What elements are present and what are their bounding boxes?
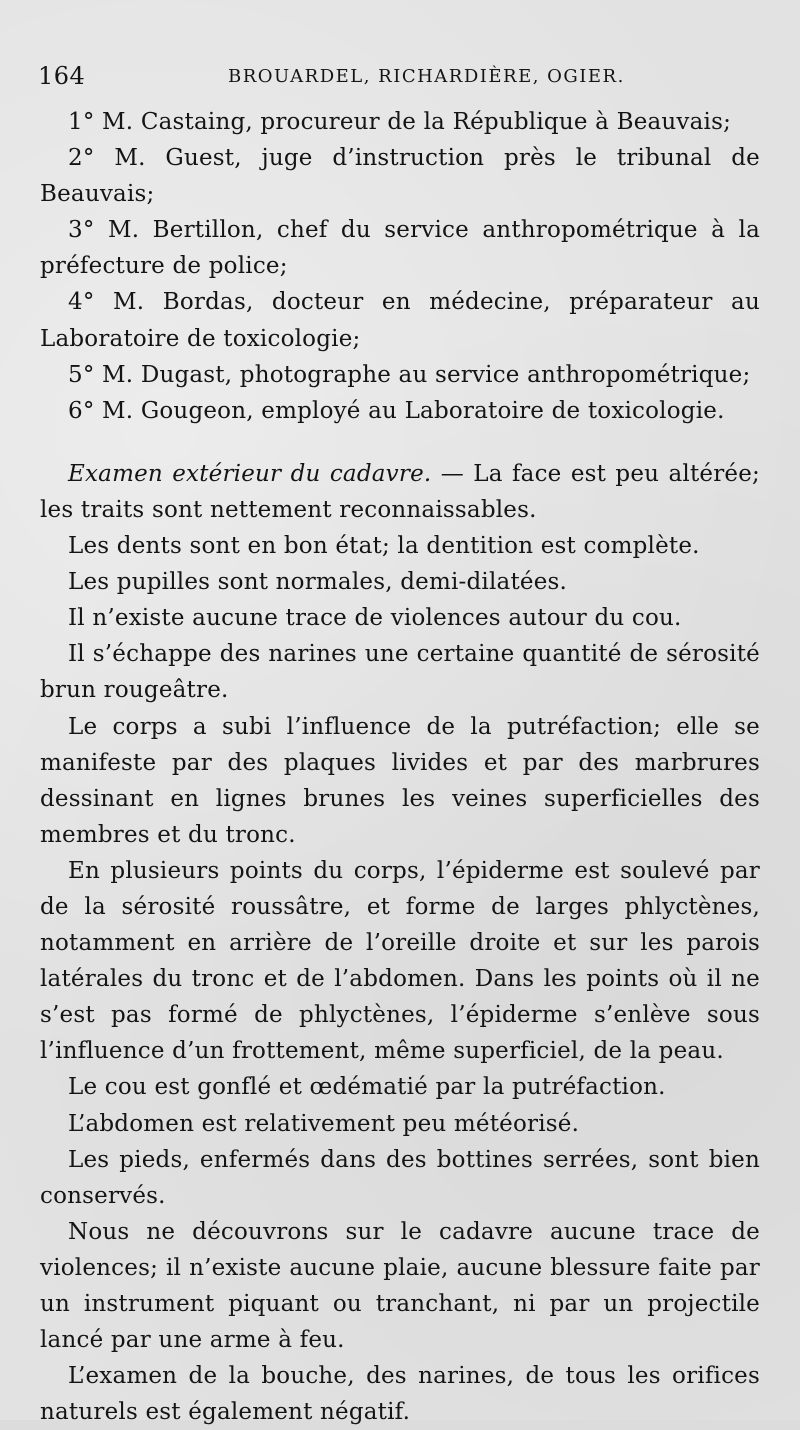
body-text xyxy=(40,104,760,1430)
body-paragraph: L’examen de la bouche, des narines, de tous les orifices naturels est également négatif. xyxy=(40,1363,760,1426)
attendee-item: 3° M. Bertillon, chef du service anthropométrique à la préfecture de police; xyxy=(40,217,760,280)
exam-intro-paragraph xyxy=(40,456,760,528)
attendee-item: 4° M. Bordas, docteur en médecine, préparateur au Laboratoire de toxicologie; xyxy=(40,289,760,352)
body-paragraph: Les pieds, enfermés dans des bottines serrées, sont bien conservés. xyxy=(40,1146,760,1209)
body-paragraph: En plusieurs points du corps, l’épiderme est soulevé par de la sérosité roussâtre, et forme de larges phlyctènes, notamment en arrière de l’oreille droite et sur les parois latérales du tronc et de l’abdomen. Dans les points où il ne s’est pas formé de phlyctènes, l’épiderme s’enlève sous l’influence d’un frottement, même superficiel, de la peau. xyxy=(40,857,760,1065)
body-paragraph: Les dents sont en bon état; la dentition est complète. xyxy=(68,533,700,560)
body-paragraph: Il s’échappe des narines une certaine quantité de sérosité brun rougeâtre. xyxy=(40,641,760,704)
page-header xyxy=(38,62,770,96)
attendee-item: 2° M. Guest, juge d’instruction près le tribunal de Beauvais; xyxy=(40,145,760,208)
attendee-item: 6° M. Gougeon, employé au Laboratoire de toxicologie. xyxy=(68,397,725,424)
exam-intro-text: — La face est peu altérée; les traits sont nettement reconnaissables. xyxy=(40,460,760,523)
body-paragraph: L’abdomen est relativement peu météorisé. xyxy=(68,1110,580,1137)
section-heading: Examen extérieur du cadavre. xyxy=(68,460,432,487)
running-head: BROUARDEL, RICHARDIÈRE, OGIER. xyxy=(228,66,625,87)
page-number: 164 xyxy=(38,62,86,90)
attendee-item: 5° M. Dugast, photographe au service anthropométrique; xyxy=(68,361,751,388)
attendee-item: 1° M. Castaing, procureur de la République à Beauvais; xyxy=(68,109,732,135)
body-paragraph: Le corps a subi l’influence de la putréfaction; elle se manifeste par des plaques livides et par des marbrures dessinant en lignes brunes les veines superficielles des membres et du tronc. xyxy=(40,713,760,848)
body-paragraph: Les pupilles sont normales, demi-dilatées. xyxy=(68,569,568,596)
body-paragraph: Il n’existe aucune trace de violences autour du cou. xyxy=(68,605,682,632)
body-paragraph: Nous ne découvrons sur le cadavre aucune trace de violences; il n’existe aucune plaie, aucune blessure faite par un instrument piquant ou tranchant, ni par un projectile lancé par une arme à feu. xyxy=(40,1218,760,1354)
body-paragraph: Le cou est gonflé et œdématié par la putréfaction. xyxy=(68,1074,666,1101)
